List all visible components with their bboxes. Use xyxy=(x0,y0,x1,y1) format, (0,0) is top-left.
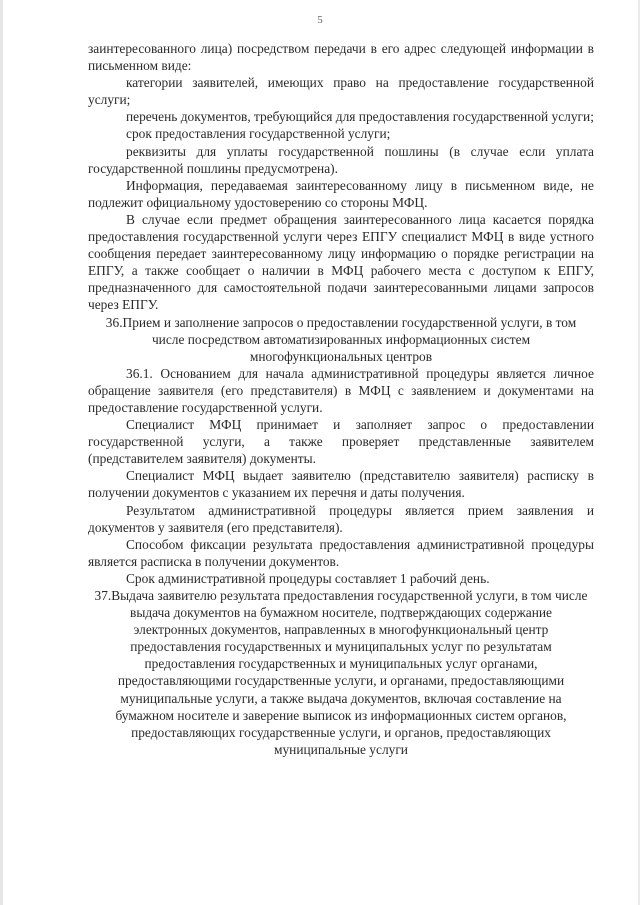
paragraph: заинтересованного лица) посредством передачи в его адрес следующей информации в письменном виде: xyxy=(88,41,594,74)
list-item: срок предоставления государственной услуги; xyxy=(126,126,391,142)
paragraph: В случае если предмет обращения заинтересованного лица касается порядка предоставления государственной услуги через ЕПГУ специалист МФЦ в виде устного сообщения передает заинтересованному лицу информацию о порядке регистрации на ЕПГУ, а также сообщает о наличии в МФЦ рабочего места с доступом к ЕПГУ, предназначенного для самостоятельной подачи заинтересованными лицами запросов через ЕПГУ. xyxy=(88,211,594,313)
paragraph: Специалист МФЦ выдает заявителю (представителю заявителя) расписку в получении документов с указанием их перечня и даты получения. xyxy=(88,468,594,501)
scan-edge-left xyxy=(0,0,3,905)
section-heading-36: 36.Прием и заполнение запросов о предоставлении государственной услуги, в том числе посредством автоматизированных информационных систем многофункциональных центров xyxy=(105,314,577,364)
paragraph: Специалист МФЦ принимает и заполняет запрос о предоставлении государственной услуги, а также проверяет представленные заявителем (представителем заявителя) документы. xyxy=(88,417,594,467)
section-heading-37: 37.Выдача заявителю результата предоставления государственной услуги, в том числе выдача документов на бумажном носителе, подтверждающих содержание электронных документов, направленных в многофункциональный центр предоставления государственных и муниципальных услуг по результатам предоставления государственных и муниципальных услуг органами, предоставляющими государственные услуги, и органами, предоставляющими муниципальные услуги, а также выдача документов, включая составление на бумажном носителе и заверение выписок из информационных систем органов, предоставляющих государственные услуги, и органов, предоставляющих муниципальные услуги xyxy=(94,588,588,757)
page-number: 5 xyxy=(317,14,323,26)
paragraph: 36.1. Основанием для начала административной процедуры является личное обращение заявителя (его представителя) в МФЦ с заявлением и документами на предоставление государственной услуги. xyxy=(88,365,594,415)
paragraph: Результатом административной процедуры является прием заявления и документов у заявителя (его представителя). xyxy=(88,502,594,535)
paragraph: Способом фиксации результата предоставления административной процедуры является расписка в получении документов. xyxy=(88,536,594,569)
paragraph: Информация, передаваемая заинтересованному лицу в письменном виде, не подлежит официальному удостоверению со стороны МФЦ. xyxy=(88,177,594,210)
list-item: категории заявителей, имеющих право на предоставление государственной услуги; xyxy=(88,75,594,108)
document-body xyxy=(88,40,594,758)
list-item: перечень документов, требующийся для предоставления государственной услуги; xyxy=(126,109,594,125)
paragraph: Срок административной процедуры составляет 1 рабочий день. xyxy=(126,570,490,586)
list-item: реквизиты для уплаты государственной пошлины (в случае если уплата государственной пошлины предусмотрена). xyxy=(88,143,594,176)
